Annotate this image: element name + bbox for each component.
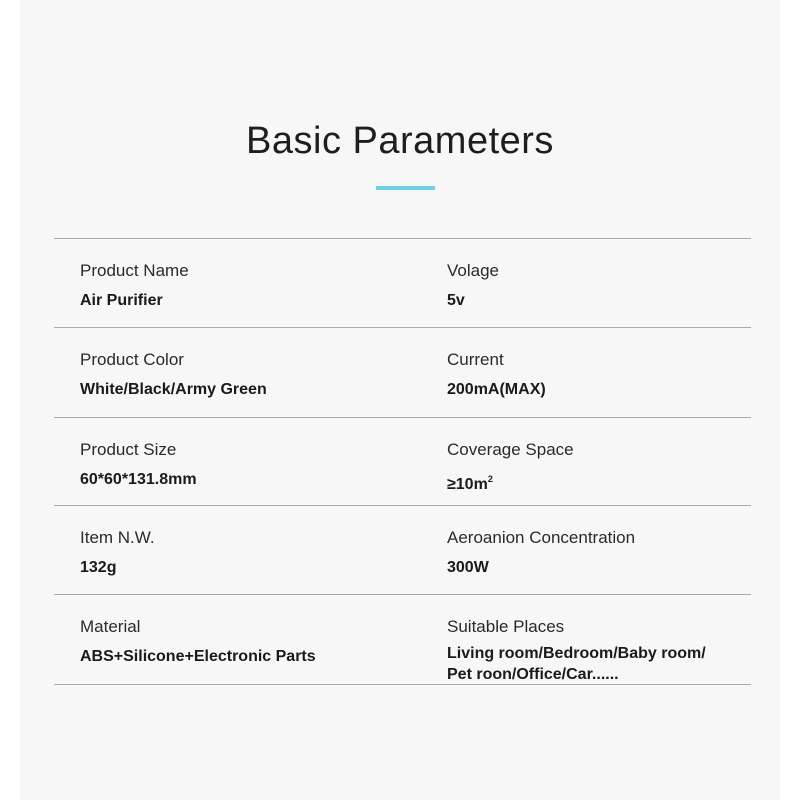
- param-item-weight: [80, 528, 420, 578]
- param-current: [447, 350, 747, 400]
- param-suitable-places: [447, 617, 747, 685]
- param-product-color: [80, 350, 420, 400]
- param-label: Product Name: [80, 261, 189, 280]
- param-value: 5v: [447, 292, 465, 309]
- param-value-line: Living room/Bedroom/Baby room/: [447, 645, 706, 662]
- param-value: White/Black/Army Green: [80, 381, 267, 398]
- param-value: [447, 643, 747, 685]
- param-value: 300W: [447, 559, 489, 576]
- parameters-table: [54, 238, 751, 685]
- param-label: Product Color: [80, 350, 184, 369]
- param-value: 132g: [80, 559, 117, 576]
- table-row: [54, 418, 751, 506]
- param-value: Air Purifier: [80, 292, 163, 309]
- param-voltage: [447, 261, 747, 311]
- param-value-text: ≥10m: [447, 476, 488, 493]
- square-superscript: 2: [487, 474, 493, 484]
- param-value-line: Pet roon/Office/Car......: [447, 666, 619, 683]
- param-coverage-space: [447, 440, 747, 495]
- param-label: Product Size: [80, 440, 177, 459]
- param-material: [80, 617, 420, 667]
- param-value: ABS+Silicone+Electronic Parts: [80, 648, 316, 665]
- param-label: Item N.W.: [80, 528, 155, 547]
- param-label: Material: [80, 617, 141, 636]
- param-label: Coverage Space: [447, 440, 574, 459]
- table-row: [54, 595, 751, 685]
- param-label: Volage: [447, 261, 499, 280]
- table-row: [54, 328, 751, 418]
- param-label: Aeroanion Concentration: [447, 528, 636, 547]
- table-row: [54, 239, 751, 328]
- param-product-size: [80, 440, 420, 490]
- param-label: Current: [447, 350, 504, 369]
- param-aeroanion-concentration: [447, 528, 747, 578]
- product-parameters-page: [20, 0, 780, 800]
- param-label: Suitable Places: [447, 617, 565, 636]
- param-product-name: [80, 261, 420, 311]
- param-value: [447, 469, 747, 495]
- param-value: 200mA(MAX): [447, 381, 546, 398]
- param-value: 60*60*131.8mm: [80, 471, 197, 488]
- table-row: [54, 506, 751, 595]
- page-title: Basic Parameters: [246, 120, 554, 162]
- title-accent-underline: [376, 186, 435, 190]
